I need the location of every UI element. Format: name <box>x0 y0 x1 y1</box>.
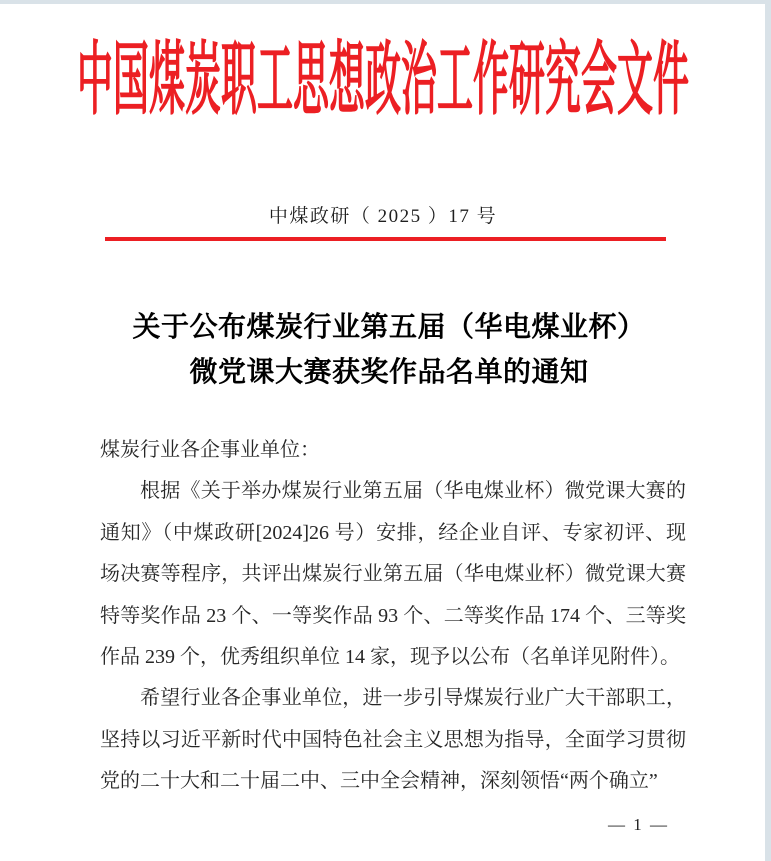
scan-edge-right <box>765 0 771 861</box>
notice-title <box>0 305 771 395</box>
org-letterhead-title: 中国煤炭职工思想政治工作研究会文件 <box>77 37 689 125</box>
notice-title-line2: 微党课大赛获奖作品名单的通知 <box>189 357 589 388</box>
page-number: — 1 — <box>608 815 669 834</box>
org-letterhead <box>0 37 766 125</box>
scan-edge-top <box>0 0 771 4</box>
notice-title-line1: 关于公布煤炭行业第五届（华电煤业杯） <box>132 312 646 343</box>
salutation: 煤炭行业各企事业单位： <box>100 439 320 461</box>
red-divider-line <box>105 237 666 241</box>
body-paragraph: 根据《关于举办煤炭行业第五届（华电煤业杯）微党课大赛的通知》（中煤政研[2024]26 号）安排，经企业自评、专家初评、现场决赛等程序，共评出煤炭行业第五届（华电煤业杯）微党课大赛特等奖作品 23 个、一等奖作品 93 个、二等奖作品 174 个、三等奖作品 239 个，优秀组织单位 14 家，现予以公布（名单详见附件）。 <box>100 480 686 669</box>
document-body <box>100 430 686 803</box>
body-paragraph: 希望行业各企事业单位，进一步引导煤炭行业广大干部职工，坚持以习近平新时代中国特色社会主义思想为指导，全面学习贯彻党的二十大和二十届二中、三中全会精神，深刻领悟“两个确立” <box>100 687 686 793</box>
document-number: 中煤政研（ 2025 ）17 号 <box>268 206 498 227</box>
